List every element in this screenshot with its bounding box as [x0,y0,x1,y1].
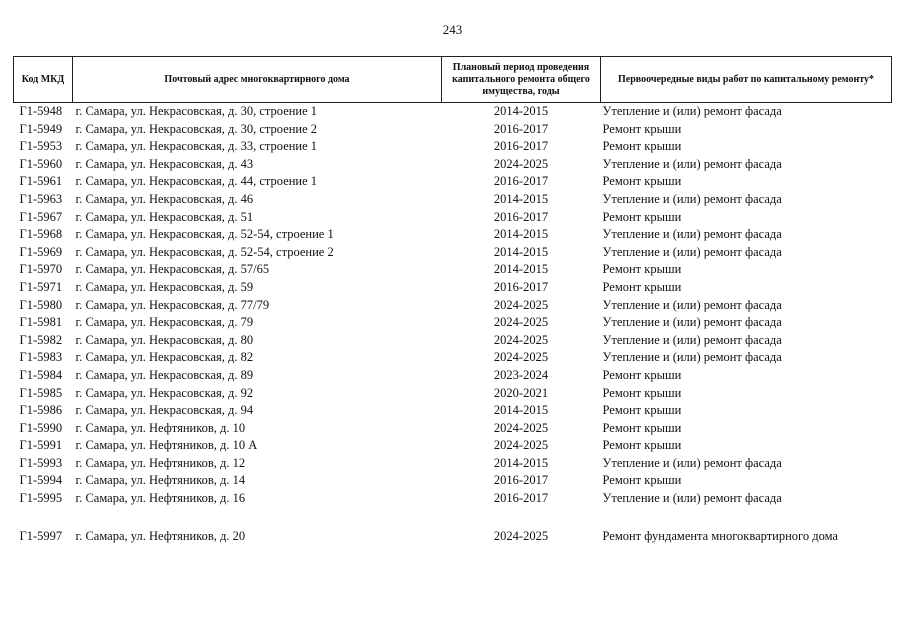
header-address: Почтовый адрес многоквартирного дома [73,57,442,103]
cell-period: 2020-2021 [493,385,549,400]
cell-code: Г1-5994 [19,473,63,488]
cell-code: Г1-5984 [19,367,63,382]
cell-works: Ремонт крыши [602,385,682,400]
cell-works: Утепление и (или) ремонт фасада [602,315,782,330]
cell-address: г. Самара, ул. Некрасовская, д. 30, строение 1 [75,104,318,118]
table-row [14,121,892,139]
cell-period: 2024-2025 [493,332,549,347]
cell-period: 2016-2017 [493,491,549,506]
cell-works: Ремонт крыши [602,139,682,154]
cell-period: 2024-2025 [493,438,549,453]
cell-code: Г1-5990 [19,420,63,435]
cell-period: 2014-2015 [493,455,549,470]
page-number: 243 [442,22,463,37]
cell-works: Ремонт крыши [602,403,682,418]
cell-period: 2016-2017 [493,279,549,294]
cell-address: г. Самара, ул. Некрасовская, д. 33, строение 1 [75,139,318,154]
cell-code: Г1-5991 [19,438,63,453]
cell-address: г. Самара, ул. Некрасовская, д. 52-54, строение 2 [75,244,334,259]
cell-code: Г1-5953 [19,139,63,154]
cell-period: 2016-2017 [493,174,549,189]
cell-period: 2024-2025 [493,297,549,312]
cell-address: г. Самара, ул. Некрасовская, д. 44, строение 1 [75,174,318,189]
cell-code: Г1-5983 [19,350,63,365]
cell-works: Ремонт крыши [602,279,682,294]
table-row [14,297,892,315]
table-row [14,385,892,403]
cell-period: 2016-2017 [493,473,549,488]
table-header [14,57,892,103]
table-row [14,103,892,121]
cell-period: 2014-2015 [493,104,549,118]
cell-works: Ремонт крыши [602,473,682,488]
table-row [14,191,892,209]
cell-code: Г1-5949 [19,121,63,136]
cell-code: Г1-5967 [19,209,63,224]
table-row [14,226,892,244]
cell-period: 2014-2015 [493,191,549,206]
cell-address: г. Самара, ул. Нефтяников, д. 10 [75,420,246,435]
cell-works: Ремонт крыши [602,420,682,435]
table-row [14,437,892,455]
cell-works: Ремонт крыши [602,174,682,189]
cell-period: 2024-2025 [493,315,549,330]
table-row [14,173,892,191]
cell-works: Утепление и (или) ремонт фасада [602,332,782,347]
cell-code: Г1-5995 [19,491,63,506]
cell-code: Г1-5986 [19,403,63,418]
cell-address: г. Самара, ул. Некрасовская, д. 52-54, строение 1 [75,227,334,242]
table-row [14,314,892,332]
table-row [14,261,892,279]
cell-code: Г1-5993 [19,455,63,470]
table-body [14,103,892,547]
cell-period: 2014-2015 [493,403,549,418]
table-row [14,138,892,156]
cell-code: Г1-5970 [19,262,63,277]
cell-period: 2014-2015 [493,262,549,277]
cell-period: 2024-2025 [493,156,549,171]
table-row [14,527,892,547]
cell-works: Ремонт крыши [602,367,682,382]
cell-address: г. Самара, ул. Некрасовская, д. 57/65 [75,262,270,277]
cell-address: г. Самара, ул. Нефтяников, д. 12 [75,455,246,470]
table-row [14,156,892,174]
spacer-row [14,508,892,527]
cell-address: г. Самара, ул. Нефтяников, д. 10 А [75,438,258,453]
table-row [14,244,892,262]
table-row [14,472,892,490]
table-row [14,367,892,385]
cell-code: Г1-5980 [19,297,63,312]
cell-address: г. Самара, ул. Нефтяников, д. 20 [75,528,246,543]
cell-works: Ремонт фундамента многоквартирного дома [602,528,838,543]
cell-address: г. Самара, ул. Некрасовская, д. 80 [75,332,254,347]
cell-works: Утепление и (или) ремонт фасада [602,455,782,470]
table-row [14,279,892,297]
cell-address: г. Самара, ул. Некрасовская, д. 51 [75,209,254,224]
cell-period: 2014-2015 [493,244,549,259]
cell-code: Г1-5948 [19,104,63,118]
cell-address: г. Самара, ул. Некрасовская, д. 46 [75,191,254,206]
cell-works: Утепление и (или) ремонт фасада [602,297,782,312]
cell-code: Г1-5968 [19,227,63,242]
cell-period: 2023-2024 [493,367,549,382]
table-row [14,349,892,367]
cell-address: г. Самара, ул. Некрасовская, д. 92 [75,385,254,400]
cell-period: 2016-2017 [493,121,549,136]
cell-code: Г1-5981 [19,315,63,330]
table-row [14,209,892,227]
cell-address: г. Самара, ул. Некрасовская, д. 89 [75,367,254,382]
header-period: Плановый период проведения капитального ремонта общего имущества, годы [442,57,601,103]
cell-works: Утепление и (или) ремонт фасада [602,491,782,506]
cell-address: г. Самара, ул. Некрасовская, д. 77/79 [75,297,270,312]
cell-address: г. Самара, ул. Некрасовская, д. 79 [75,315,254,330]
header-works: Первоочередные виды работ по капитальному ремонту* [601,57,892,103]
header-code: Код МКД [14,57,73,103]
cell-code: Г1-5961 [19,174,63,189]
cell-works: Утепление и (или) ремонт фасада [602,104,782,118]
table-row [14,455,892,473]
cell-works: Ремонт крыши [602,121,682,136]
cell-address: г. Самара, ул. Некрасовская, д. 82 [75,350,254,365]
table-row [14,420,892,438]
cell-period: 2024-2025 [493,350,549,365]
cell-address: г. Самара, ул. Некрасовская, д. 59 [75,279,254,294]
cell-code: Г1-5985 [19,385,63,400]
cell-address: г. Самара, ул. Некрасовская, д. 43 [75,156,254,171]
cell-works: Ремонт крыши [602,438,682,453]
cell-code: Г1-5982 [19,332,63,347]
repair-schedule-table [13,56,892,547]
cell-address: г. Самара, ул. Нефтяников, д. 16 [75,491,246,506]
table-row [14,402,892,420]
cell-code: Г1-5969 [19,244,63,259]
cell-works: Ремонт крыши [602,262,682,277]
table-row [14,490,892,508]
cell-period: 2024-2025 [493,420,549,435]
cell-works: Утепление и (или) ремонт фасада [602,191,782,206]
cell-address: г. Самара, ул. Некрасовская, д. 94 [75,403,254,418]
cell-works: Ремонт крыши [602,209,682,224]
cell-address: г. Самара, ул. Нефтяников, д. 14 [75,473,246,488]
cell-works: Утепление и (или) ремонт фасада [602,227,782,242]
cell-works: Утепление и (или) ремонт фасада [602,350,782,365]
cell-period: 2024-2025 [493,528,549,543]
cell-works: Утепление и (или) ремонт фасада [602,244,782,259]
cell-code: Г1-5963 [19,191,63,206]
cell-code: Г1-5960 [19,156,63,171]
cell-address: г. Самара, ул. Некрасовская, д. 30, строение 2 [75,121,318,136]
table-row [14,332,892,350]
cell-period: 2016-2017 [493,139,549,154]
cell-works: Утепление и (или) ремонт фасада [602,156,782,171]
cell-code: Г1-5971 [19,279,63,294]
cell-code: Г1-5997 [19,528,63,543]
cell-period: 2016-2017 [493,209,549,224]
cell-period: 2014-2015 [493,227,549,242]
